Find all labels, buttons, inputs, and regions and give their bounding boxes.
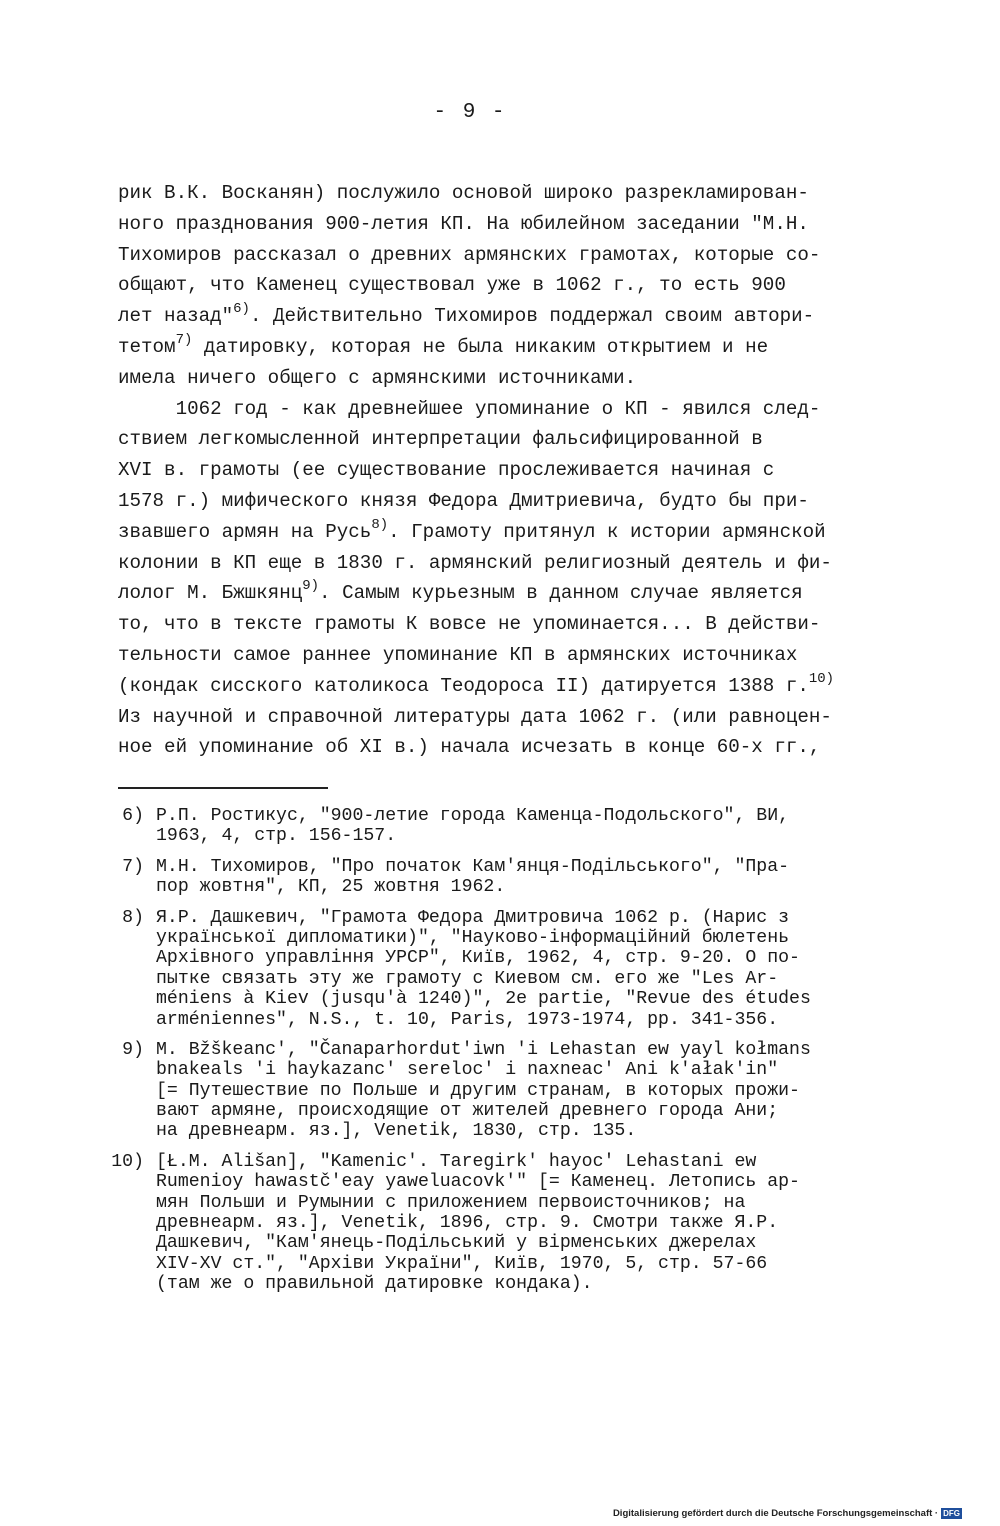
text-line: [118, 424, 898, 455]
line-text-continued: датировку, которая не была никаким открытием и не: [192, 335, 769, 358]
line-text: рик В.К. Восканян) послужило основой широко разрекламирован-: [118, 182, 809, 204]
text-line: [118, 732, 898, 763]
text-line: [118, 240, 898, 271]
footnote-line: Я.Р. Дашкевич, "Грамота Федора Дмитровича 1062 р. (Нарис з: [156, 907, 790, 928]
footnote-line: 1963, 4, стр. 156-157.: [156, 826, 397, 847]
line-text: XVI в. грамоты (ее существование прослеживается начиная с: [118, 459, 775, 482]
footnote-line: (там же о правильной датировке кондака).: [156, 1274, 593, 1295]
credit-text: Digitalisierung gefördert durch die Deutsche Forschungsgemeinschaft ·: [612, 1508, 939, 1519]
text-line: [118, 455, 898, 486]
footnote-marker: 7): [175, 331, 193, 348]
text-line: [118, 578, 898, 609]
footnote-line: української дипломатики)", "Науково-інформаційний бюлетень: [156, 927, 790, 948]
text-line: [118, 178, 898, 209]
footnote-line: пор жовтня", КП, 25 жовтня 1962.: [156, 877, 506, 898]
footnote-line: M. Bžškeanc', "Čanaparhordut'iwn 'i Lehastan ew yayl kołmans: [156, 1039, 811, 1060]
line-text: имела ничего общего с армянскими источниками.: [118, 366, 637, 389]
line-text: общают, что Каменец существовал уже в 1062 г., то есть 900: [118, 274, 786, 297]
footnote: [104, 1152, 904, 1295]
line-text-continued: . Действительно Тихомиров поддержал своим автори-: [249, 305, 815, 328]
footnote-line: Архівного управління УРСР", Київ, 1962, 4, стр. 9-20. О по-: [156, 948, 800, 969]
footnote-number: 8): [122, 907, 144, 928]
footnote-line: arméniennes", N.S., t. 10, Paris, 1973-1974, pp. 341-356.: [156, 1009, 779, 1030]
footnote-marker: 6): [233, 301, 250, 318]
footnote-marker: 9): [302, 578, 320, 595]
footnote: [104, 908, 904, 1030]
line-text: ного празднования 900-летия КП. На юбилейном заседании "М.Н.: [118, 212, 809, 235]
text-line: [118, 394, 898, 425]
main-text: [118, 178, 898, 763]
line-text-continued: . Самым курьезным в данном случае является: [319, 582, 803, 605]
text-line: [118, 332, 898, 363]
line-text: 1062 год - как древнейшее упоминание о КП - явился след-: [118, 397, 821, 420]
line-text: тетом: [118, 335, 176, 358]
dfg-logo: DFG: [943, 1509, 960, 1518]
footnote-number: 10): [111, 1151, 144, 1172]
footnote-separator: [118, 787, 328, 789]
footnote-number: 7): [122, 856, 144, 877]
footnote-line: Rumenioy hawastč'eay yaweluacovk'" [= Каменец. Летопись ар-: [156, 1172, 800, 1193]
footnote-line: древнеарм. яз.], Venetik, 1896, стр. 9. Смотри также Я.Р.: [156, 1213, 779, 1234]
text-line: [118, 301, 898, 332]
footnote: [104, 857, 904, 898]
text-line: [118, 640, 898, 671]
footnote-number: 9): [122, 1039, 144, 1060]
footnote-line: пытке связать эту же грамоту с Киевом см. его же "Les Ar-: [156, 968, 779, 989]
text-line: [118, 609, 898, 640]
footnote-line: вают армяне, происходящие от жителей древнего города Ани;: [156, 1101, 779, 1122]
footnote-text: [156, 1152, 904, 1295]
line-text: Из научной и справочной литературы дата 1062 г. (или равноцен-: [118, 705, 832, 728]
line-text: лолог М. Бжшкянц: [118, 582, 303, 605]
line-text: тельности самое раннее упоминание КП в армянских источниках: [118, 643, 798, 666]
footnote-line: XIV-XV ст.", "Архіви України", Київ, 1970, 5, стр. 57-66: [156, 1253, 768, 1274]
text-line: [118, 363, 898, 394]
footnote-marker: 10): [808, 670, 835, 687]
footnote-line: Р.П. Ростикус, "900-летие города Каменца-Подольского", ВИ,: [156, 806, 790, 826]
text-line: [118, 486, 898, 517]
footnote-number: 6): [122, 806, 144, 826]
line-text: то, что в тексте грамоты К вовсе не упоминается... В действи-: [118, 613, 821, 636]
footnote-marker: 8): [371, 516, 389, 533]
text-line: [118, 209, 898, 240]
text-line: [118, 702, 898, 733]
page-number: - 9 -: [433, 101, 507, 124]
line-text: звавшего армян на Русь: [118, 520, 372, 543]
footnotes: [104, 806, 904, 1305]
footnote-line: [Ł.M. Ališan], "Kamenic'. Taregirk' hayoc' Lehastani ew: [156, 1151, 757, 1172]
footnote-text: [156, 806, 904, 847]
line-text: лет назад": [118, 305, 234, 328]
line-text: Тихомиров рассказал о древних армянских грамотах, которые со-: [118, 243, 821, 266]
footnote-line: М.Н. Тихомиров, "Про початок Кам'янця-Подільського", "Пра-: [156, 856, 790, 877]
text-line: [118, 548, 898, 579]
line-text: ствием легкомысленной интерпретации фальсифицированной в: [118, 428, 763, 451]
footnote: [104, 806, 904, 847]
footnote-line: на древнеарм. яз.], Venetik, 1830, стр. 135.: [156, 1121, 637, 1142]
line-text: 1578 г.) мифического князя Федора Дмитриевича, будто бы при-: [118, 489, 809, 512]
text-line: [118, 517, 898, 548]
footnote: [104, 1040, 904, 1142]
footnote-text: [156, 857, 904, 898]
footnote-line: bnakeals 'i haykazanc' sereloc' i naxneac' Ani k'ałak'in": [156, 1060, 779, 1081]
line-text: (кондак сисского католикоса Теодороса II) датируется 1388 г.: [118, 674, 809, 697]
footnote-line: Дашкевич, "Кам'янець-Подільський у вірменських джерелах: [156, 1233, 757, 1254]
text-line: [118, 671, 898, 702]
footnote-line: méniens à Kiev (jusqu'à 1240)", 2e partie, "Revue des études: [156, 989, 811, 1010]
text-line: [118, 270, 898, 301]
line-text: ное ей упоминание об XI в.) начала исчезать в конце 60-х гг.,: [118, 736, 821, 759]
digitization-credit: [613, 1508, 962, 1519]
footnote-text: [156, 908, 904, 1030]
footnote-line: мян Польши и Румынии с приложением первоисточников; на: [156, 1192, 746, 1213]
footnote-line: [= Путешествие по Польше и другим странам, в которых прожи-: [156, 1080, 800, 1101]
line-text-continued: . Грамоту притянул к истории армянской: [388, 520, 826, 543]
footnote-text: [156, 1040, 904, 1142]
line-text: колонии в КП еще в 1830 г. армянский религиозный деятель и фи-: [118, 551, 832, 574]
